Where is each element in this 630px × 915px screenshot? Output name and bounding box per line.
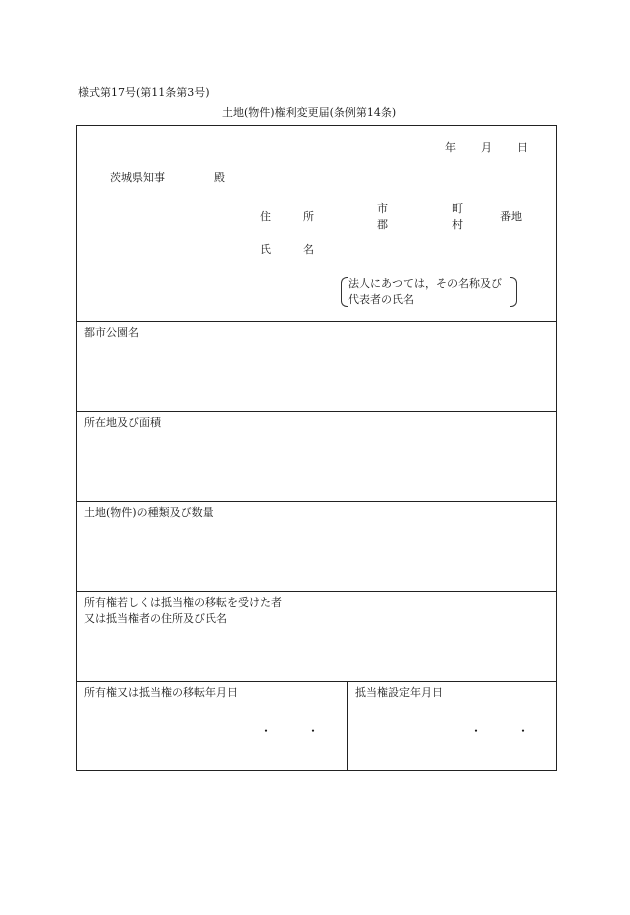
divider xyxy=(77,591,556,592)
form-title: 土地(物件)権利変更届(条例第14条) xyxy=(222,106,397,119)
mortgage-date-dot: ・ xyxy=(470,724,483,738)
transfer-date-dot: ・ xyxy=(260,724,273,738)
application-form xyxy=(76,125,557,771)
address-label-2: 所 xyxy=(303,210,314,223)
address-gun: 郡 xyxy=(377,218,388,231)
right-bracket xyxy=(510,277,517,307)
park-name-label: 都市公園名 xyxy=(84,326,139,339)
address-shi: 市 xyxy=(377,202,388,215)
address-label-1: 住 xyxy=(260,210,271,223)
name-label-2: 名 xyxy=(303,243,314,256)
form-number: 様式第17号(第11条第3号) xyxy=(78,86,210,99)
corp-note-line2: 代表者の氏名 xyxy=(348,293,414,306)
transfer-date-dot: ・ xyxy=(307,724,320,738)
divider xyxy=(77,321,556,322)
address-machi: 町 xyxy=(452,202,463,215)
mortgage-date-label: 抵当権設定年月日 xyxy=(355,686,443,699)
address-banchi: 番地 xyxy=(500,210,522,223)
type-quantity-label: 土地(物件)の種類及び数量 xyxy=(84,506,214,519)
address-mura: 村 xyxy=(452,218,463,231)
column-divider xyxy=(347,681,348,771)
left-bracket xyxy=(341,277,348,307)
divider xyxy=(77,681,556,682)
addressee-honorific: 殿 xyxy=(214,171,225,184)
divider xyxy=(77,411,556,412)
year-label: 年 xyxy=(445,141,456,154)
addressee-name: 茨城県知事 xyxy=(110,171,165,184)
corp-note-line1: 法人にあつては，その名称及び xyxy=(348,277,502,290)
transferee-label-line1: 所有権若しくは抵当権の移転を受けた者 xyxy=(84,596,282,609)
month-label: 月 xyxy=(481,141,492,154)
divider xyxy=(77,501,556,502)
transferee-label-line2: 又は抵当権者の住所及び氏名 xyxy=(84,612,227,625)
transfer-date-label: 所有権又は抵当権の移転年月日 xyxy=(84,686,238,699)
mortgage-date-dot: ・ xyxy=(517,724,530,738)
location-area-label: 所在地及び面積 xyxy=(84,416,161,429)
name-label-1: 氏 xyxy=(260,243,271,256)
day-label: 日 xyxy=(517,141,528,154)
